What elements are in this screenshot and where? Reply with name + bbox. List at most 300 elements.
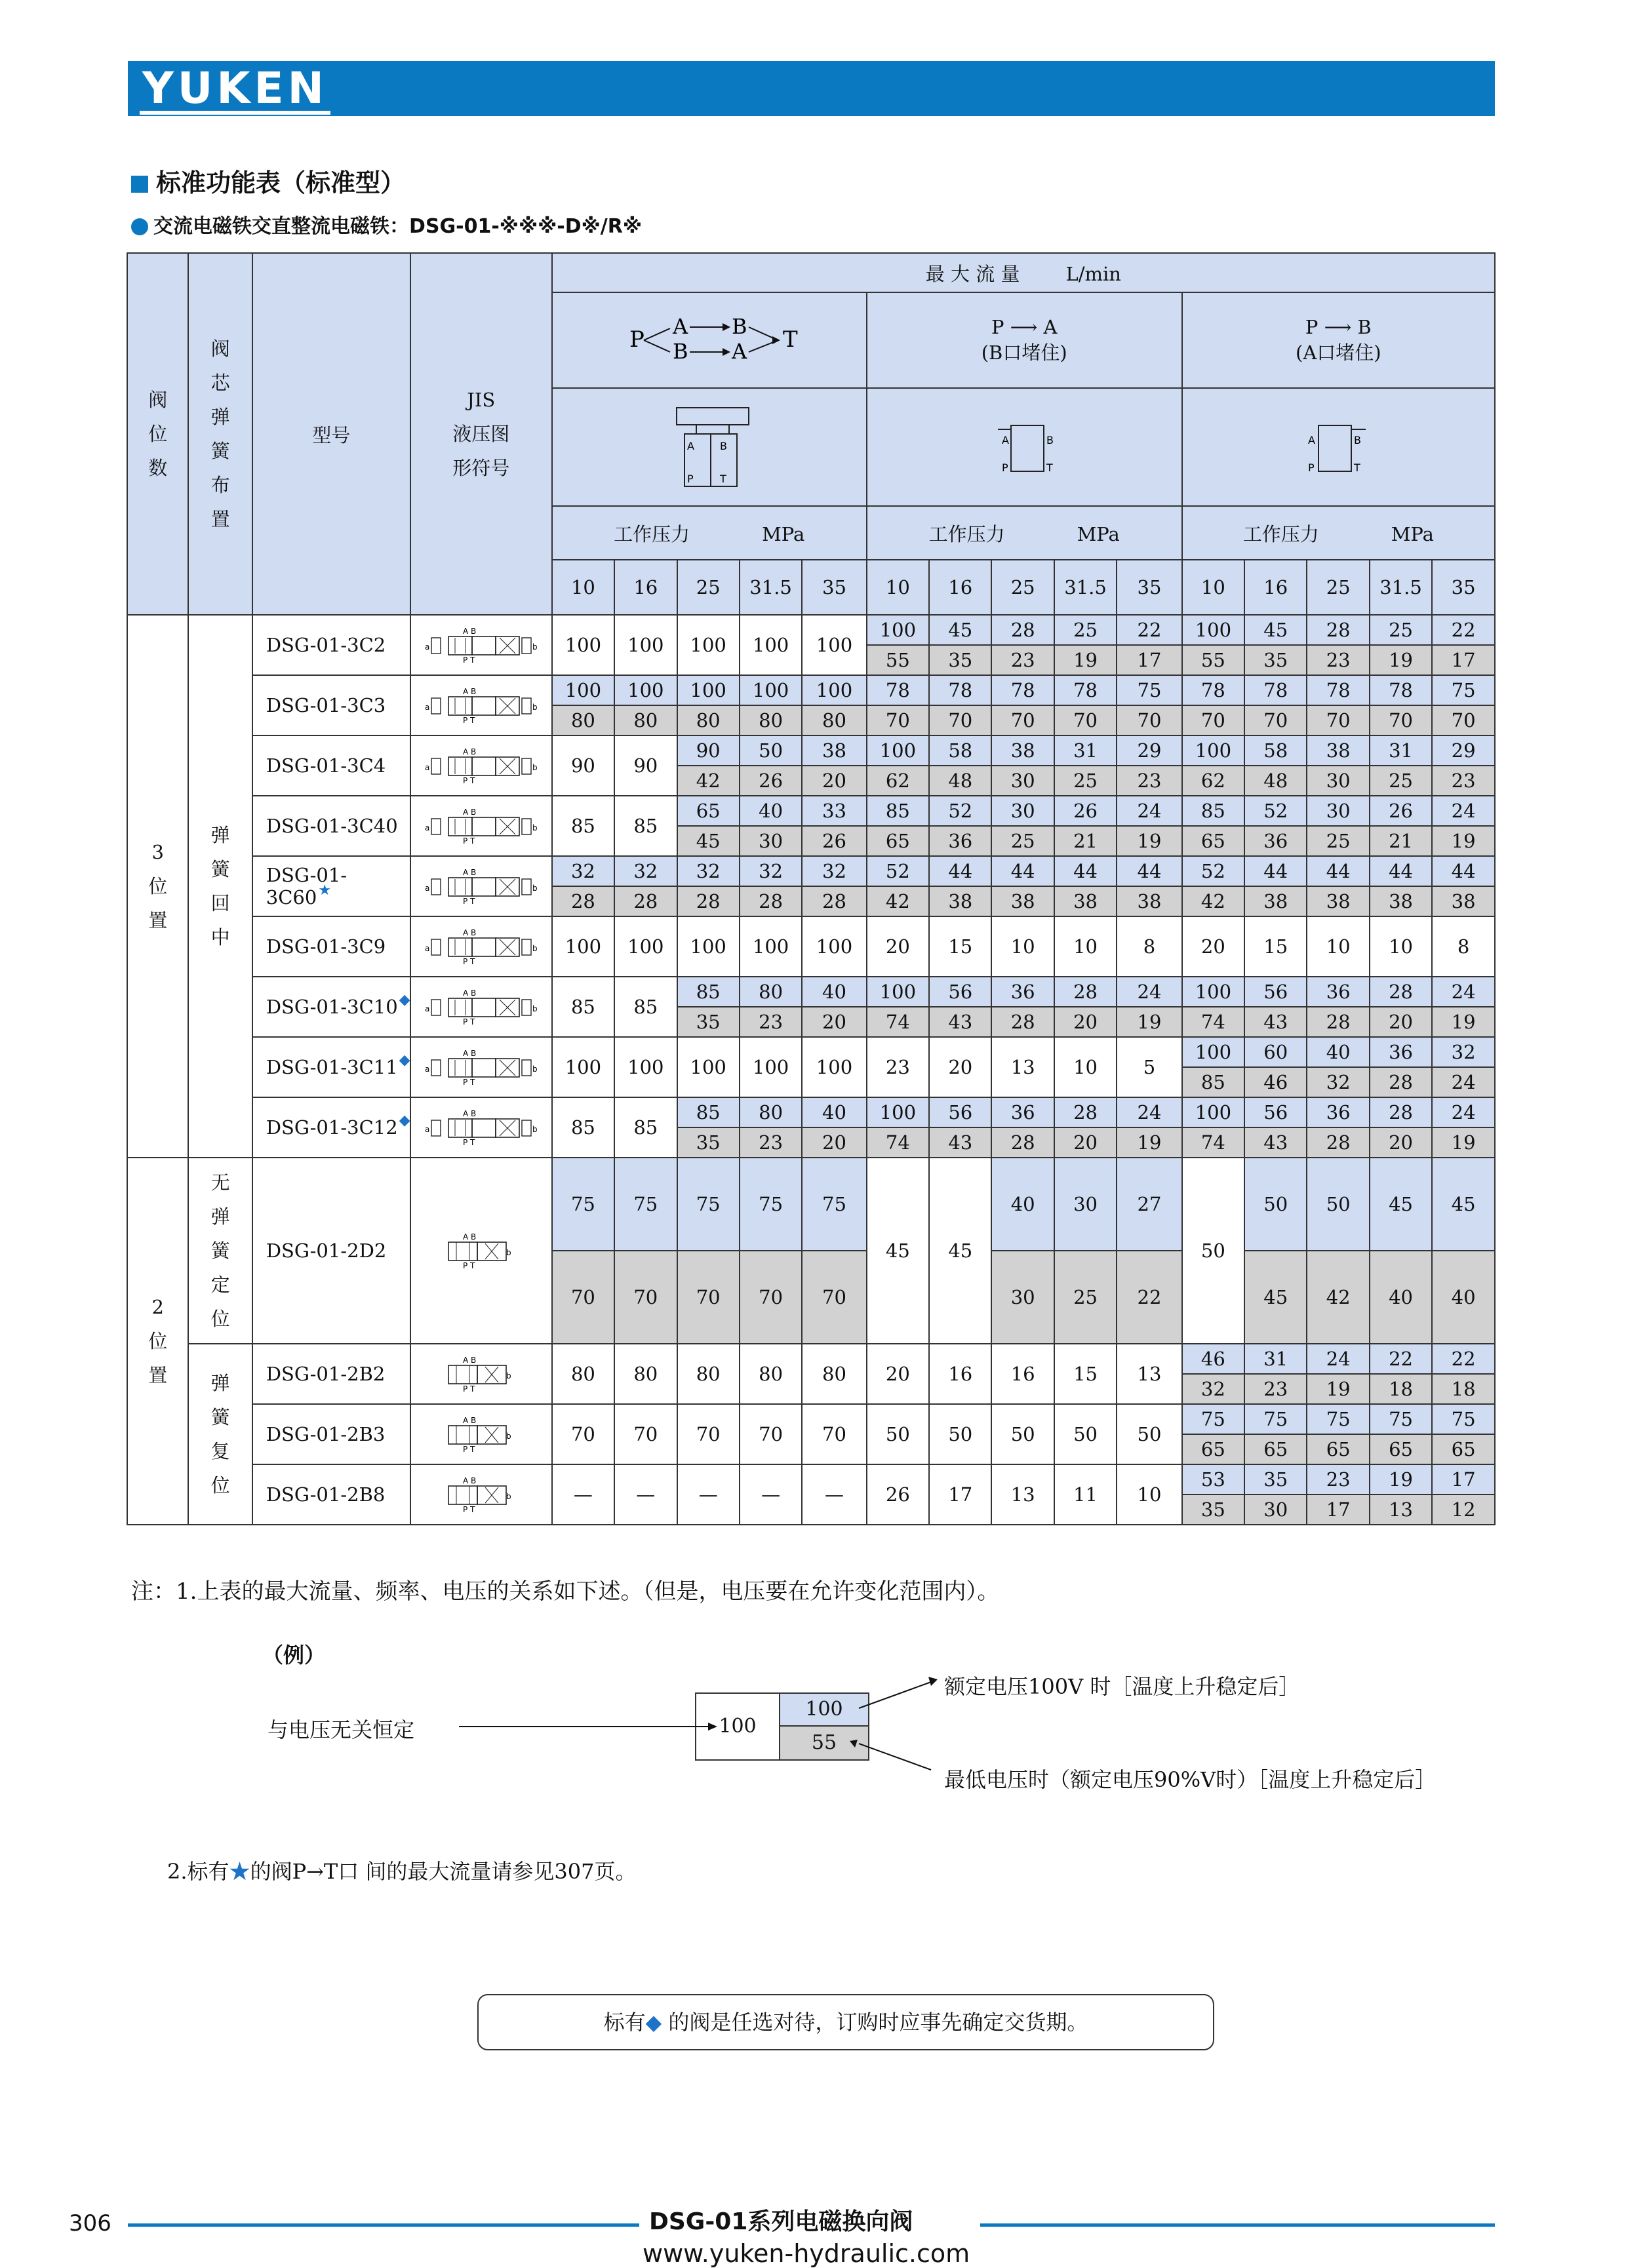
model-cell [252,856,410,916]
pressure-unit: MPa [1077,522,1120,545]
flow-value: 100 [1182,735,1244,766]
jis-symbol-icon [422,1355,540,1393]
flow-value: — [802,1464,866,1525]
flow-value: 80 [614,705,677,735]
flow-value: 75 [1117,675,1181,705]
flow-value: 38 [991,886,1054,916]
flow-value: 65 [1182,826,1244,856]
svg-text:P T: P T [462,655,475,664]
flow-value: 44 [1307,856,1369,886]
flow-value: 22 [1117,615,1181,645]
pressure-value: 25 [677,560,740,615]
flow-value: 100 [867,977,929,1007]
flow-value: 38 [1307,735,1369,766]
flow-value: 53 [1182,1464,1244,1495]
jis-symbol-cell [410,1404,552,1464]
svg-text:a: a [424,944,430,953]
flow-value: 26 [867,1464,929,1525]
flow-value: 23 [1244,1374,1307,1404]
flow-value: 36 [1370,1037,1432,1067]
flow-value: 70 [677,1404,740,1464]
flow-value: 20 [1370,1127,1432,1158]
svg-text:A B: A B [462,1356,477,1365]
pressure-value: 16 [1244,560,1307,615]
flow-value: 26 [1370,796,1432,826]
flow-value: 44 [991,856,1054,886]
flow-value: 19 [1370,1464,1432,1495]
flow-value: 85 [867,796,929,826]
svg-text:A B: A B [462,1476,477,1485]
flow-value: 62 [867,766,929,796]
flow-value: 23 [740,1007,802,1037]
header-char: JIS [467,389,496,411]
header-char: 布 [210,474,230,496]
label-char: 弹 [210,1372,230,1394]
pressure-value: 25 [1307,560,1369,615]
model-cell [252,675,410,735]
flow-value: 100 [740,675,802,705]
flow-value: 100 [552,615,614,675]
example-min-voltage: 最低电压时（额定电压90%V时）［温度上升稳定后］ [944,1767,1437,1792]
jis-symbol-icon [422,626,540,664]
label-char: 位 [210,1308,230,1330]
g1-pressure-header [552,506,867,560]
valve-symbol-icon [1292,406,1384,484]
pressure-value: 16 [929,560,991,615]
svg-text:P T: P T [462,1261,475,1270]
flow-value: 28 [740,886,802,916]
header-char: 弹 [210,406,230,428]
flow-value: 24 [1432,1097,1495,1127]
flow-value: 70 [740,1251,802,1344]
flow-value: 70 [740,1404,802,1464]
jis-symbol-cell [410,1097,552,1158]
table-row [127,735,1495,766]
flow-value: 70 [802,1251,866,1344]
flow-value: 28 [614,886,677,916]
flow-value: 29 [1117,735,1181,766]
jis-symbol-icon [422,867,540,905]
flow-value: 100 [614,615,677,675]
model-name: DSG-01-3C12 [266,1116,398,1139]
flow-value: 18 [1432,1374,1495,1404]
g1-t: T [782,326,798,353]
flow-value: 17 [1432,1464,1495,1495]
flow-value: 19 [1117,1007,1181,1037]
svg-text:a: a [424,642,430,652]
model-name: DSG-01-3C40 [266,815,398,837]
flow-value: 100 [802,916,866,977]
col-model-header: 型号 [252,253,410,615]
flow-value: 70 [552,1251,614,1344]
flow-value: 8 [1117,916,1181,977]
g3-sub: (A口堵住) [1296,341,1381,364]
jis-symbol-icon [422,1415,540,1453]
flow-value: 38 [1307,886,1369,916]
flow-value: 48 [1244,766,1307,796]
flow-value: 31 [1054,735,1117,766]
table-row [127,796,1495,826]
flow-value: 45 [1244,615,1307,645]
flow-value: 30 [991,796,1054,826]
flow-value: 17 [1432,645,1495,675]
label-char: 置 [148,909,168,931]
flow-value: 32 [677,856,740,886]
flow-value: 75 [1370,1404,1432,1434]
flow-value: 32 [1182,1374,1244,1404]
flow-value: 70 [1244,705,1307,735]
flow-value: 29 [1432,735,1495,766]
flow-value: 28 [1054,977,1117,1007]
flow-value: 58 [1244,735,1307,766]
example-const: 100 [696,1694,780,1759]
header-char: 位 [148,423,168,445]
pressure-value: 31.5 [1370,560,1432,615]
flow-value: 50 [1182,1158,1244,1344]
flow-value: 100 [1182,1097,1244,1127]
flow-value: 23 [1432,766,1495,796]
flow-value: 32 [802,856,866,886]
flow-value: 45 [929,1158,991,1344]
flow-value: 70 [1054,705,1117,735]
flow-value: 40 [802,977,866,1007]
function-table [127,252,1496,1525]
flow-value: 52 [1244,796,1307,826]
flow-value: 24 [1307,1344,1369,1374]
flow-value: 85 [614,1097,677,1158]
flow-value: 65 [1370,1434,1432,1464]
flow-value: 90 [677,735,740,766]
model-name: DSG-01-3C4 [266,754,386,777]
flow-value: 28 [1307,1127,1369,1158]
g2-sub: (B口堵住) [981,341,1067,364]
flow-value: 50 [1117,1404,1181,1464]
flow-value: 35 [1244,1464,1307,1495]
flow-value: 50 [740,735,802,766]
flow-value: 30 [740,826,802,856]
flow-value: 35 [1182,1495,1244,1525]
flow-value: 45 [1244,1251,1307,1344]
svg-text:b: b [532,1125,538,1134]
flow-value: 58 [929,735,991,766]
header-char: 阀 [210,338,230,360]
flow-value: 30 [991,766,1054,796]
flow-value: 44 [1244,856,1307,886]
flow-value: 25 [1054,615,1117,645]
jis-symbol-cell [410,856,552,916]
flow-value: 24 [1432,1067,1495,1097]
flow-value: 50 [929,1404,991,1464]
svg-text:P T: P T [462,1445,475,1453]
flow-value: 100 [867,735,929,766]
flow-value: 38 [1054,886,1117,916]
model-cell [252,1037,410,1097]
flow-value: 42 [1182,886,1244,916]
flow-value: 100 [677,675,740,705]
flow-value: 85 [552,796,614,856]
flow-value: — [677,1464,740,1525]
flow-value: 50 [1307,1158,1369,1251]
flow-value: 40 [802,1097,866,1127]
flow-path-diagram [591,302,827,374]
svg-text:A B: A B [462,988,477,998]
col-positions-header [127,253,188,615]
flow-value: 75 [1432,1404,1495,1434]
flow-value: 100 [802,615,866,675]
footer-url: www.yuken-hydraulic.com [643,2239,970,2268]
example-label: （例） [262,1643,326,1668]
pressure-unit: MPa [1391,522,1434,545]
flow-value: 75 [1307,1404,1369,1434]
g1-b2: B [731,313,747,339]
jis-symbol-icon [422,928,540,966]
flow-value: 36 [991,977,1054,1007]
flow-value: 26 [1054,796,1117,826]
flow-value: 52 [867,856,929,886]
flow-value: 38 [1370,886,1432,916]
flow-value: 70 [1117,705,1181,735]
svg-text:P: P [1002,461,1008,474]
flow-value: 28 [802,886,866,916]
flow-value: 28 [552,886,614,916]
flow-value: 19 [1054,645,1117,675]
flow-value: 27 [1117,1158,1181,1251]
table-row [127,1037,1495,1067]
flow-value: 70 [991,705,1054,735]
flow-value: 78 [1370,675,1432,705]
flow-value: 65 [677,796,740,826]
model-name: DSG-01-3C60 [266,864,347,909]
flow-value: 19 [1307,1374,1369,1404]
brand-logo: YUKEN [140,66,330,115]
flow-value: 85 [614,977,677,1037]
flow-value: 75 [1244,1404,1307,1434]
flow-value: 80 [677,1344,740,1404]
flow-value: 56 [1244,977,1307,1007]
flow-group-2-header [867,292,1182,388]
model-cell [252,1097,410,1158]
label-char: 复 [210,1440,230,1462]
model-cell [252,615,410,675]
flow-value: 40 [1307,1037,1369,1067]
svg-text:A B: A B [462,1416,477,1425]
flow-value: 52 [929,796,991,826]
flow-value: 100 [867,615,929,645]
flow-value: 50 [1244,1158,1307,1251]
group-2pos-label [127,1158,188,1525]
flow-value: 85 [552,977,614,1037]
flow-value: 78 [1307,675,1369,705]
subtitle [131,210,642,239]
model-cell [252,977,410,1037]
flow-value: 28 [1370,977,1432,1007]
flow-value: 75 [1432,675,1495,705]
header-char: 阀 [148,389,168,411]
flow-value: 44 [1054,856,1117,886]
flow-value: 75 [614,1158,677,1251]
flow-value: 75 [552,1158,614,1251]
flow-value: 60 [1244,1037,1307,1067]
svg-text:A B: A B [462,928,477,937]
flow-value: 22 [1432,1344,1495,1374]
flow-value: 100 [614,916,677,977]
flow-value: 20 [1054,1007,1117,1037]
flow-value: 28 [991,1127,1054,1158]
flow-value: 45 [929,615,991,645]
flow-value: 28 [1054,1097,1117,1127]
label-char: 回 [210,892,230,914]
flow-value: 25 [1054,766,1117,796]
flow-value: 30 [1244,1495,1307,1525]
flow-value: 19 [1117,826,1181,856]
pressure-value: 16 [614,560,677,615]
flow-value: 31 [1244,1344,1307,1374]
flow-value: 8 [1432,916,1495,977]
flow-value: 15 [1244,916,1307,977]
flow-value: 80 [740,977,802,1007]
svg-text:T: T [719,472,726,485]
flow-value: 36 [1307,977,1369,1007]
flow-value: 28 [1307,1007,1369,1037]
flow-value: 78 [929,675,991,705]
flow-value: 44 [1117,856,1181,886]
flow-value: 80 [677,705,740,735]
flow-value: 90 [552,735,614,796]
svg-text:P T: P T [462,1078,475,1086]
svg-text:P T: P T [462,1384,475,1393]
flow-value: 80 [552,705,614,735]
flow-value: 25 [1370,615,1432,645]
flow-value: 19 [1432,1127,1495,1158]
flow-value: 70 [867,705,929,735]
flow-value: 45 [867,1158,929,1344]
svg-text:P T: P T [462,1138,475,1146]
flow-value: 17 [1307,1495,1369,1525]
flow-value: 10 [1117,1464,1181,1525]
svg-text:P T: P T [462,776,475,785]
flow-value: 100 [740,916,802,977]
flow-value: 65 [1432,1434,1495,1464]
flow-value: 78 [991,675,1054,705]
flow-value: 16 [991,1344,1054,1404]
svg-text:b: b [532,1004,538,1013]
svg-text:A: A [1002,433,1010,446]
flow-value: 38 [929,886,991,916]
flow-value: 100 [677,1037,740,1097]
flow-value: 23 [1307,1464,1369,1495]
model-cell [252,916,410,977]
box-suffix: 的阀是任选对待，订购时应事先确定交货期。 [662,2010,1088,2035]
flow-value: — [740,1464,802,1525]
flow-value: 56 [1244,1097,1307,1127]
svg-text:a: a [424,823,430,832]
max-flow-unit: L/min [1065,262,1121,285]
flow-value: 90 [614,735,677,796]
svg-text:b: b [532,763,538,772]
example-top: 100 [780,1694,868,1727]
g1-a: A [672,313,688,339]
flow-value: 80 [740,1097,802,1127]
star-icon: ★ [229,1859,250,1884]
flow-value: 100 [614,1037,677,1097]
header-banner [128,61,1495,116]
flow-value: 46 [1244,1067,1307,1097]
label-char: 无 [210,1171,230,1194]
svg-text:b: b [532,884,538,893]
svg-text:P T: P T [462,836,475,845]
flow-value: 28 [1370,1097,1432,1127]
svg-text:a: a [424,1065,430,1074]
flow-value: 20 [929,1037,991,1097]
pressure-value: 35 [802,560,866,615]
flow-value: 24 [1432,796,1495,826]
flow-value: 56 [929,1097,991,1127]
table-row [127,856,1495,886]
g2-pressure-header [867,506,1182,560]
pressure-value: 35 [1432,560,1495,615]
flow-value: 85 [677,1097,740,1127]
flow-value: 10 [1370,916,1432,977]
flow-value: 62 [1182,766,1244,796]
pressure-value: 31.5 [1054,560,1117,615]
jis-symbol-cell [410,735,552,796]
flow-value: 18 [1370,1374,1432,1404]
flow-value: 46 [1182,1344,1244,1374]
model-cell [252,735,410,796]
flow-value: 22 [1370,1344,1432,1374]
svg-text:A B: A B [462,1109,477,1118]
valve-symbol-icon [978,406,1070,484]
model-cell [252,1464,410,1525]
svg-text:a: a [424,884,430,893]
header-char: 液压图 [452,423,510,445]
group-3pos-spring [188,615,252,1158]
max-flow-header [552,253,1495,292]
flow-value: 44 [929,856,991,886]
flow-value: 35 [677,1007,740,1037]
flow-value: 75 [802,1158,866,1251]
svg-text:A B: A B [462,1049,477,1058]
flow-value: 20 [802,1127,866,1158]
svg-text:P T: P T [462,957,475,966]
model-name: DSG-01-3C10 [266,996,398,1018]
flow-value: 75 [677,1158,740,1251]
flow-value: 28 [1370,1067,1432,1097]
svg-text:b: b [506,1248,511,1257]
flow-value: 36 [991,1097,1054,1127]
flow-value: 36 [1244,826,1307,856]
flow-value: 32 [740,856,802,886]
pressure-label: 工作压力 [928,522,1005,545]
flow-value: 100 [1182,977,1244,1007]
note-2 [167,1855,637,1885]
svg-text:b: b [506,1432,511,1441]
svg-text:T: T [1354,461,1361,474]
label-char: 位 [210,1474,230,1496]
svg-text:b: b [506,1371,511,1380]
flow-value: 52 [1182,856,1244,886]
model-name: DSG-01-3C3 [266,694,386,716]
flow-value: 85 [1182,1067,1244,1097]
flow-value: 15 [1054,1344,1117,1404]
svg-text:A B: A B [462,627,477,636]
svg-text:A B: A B [462,868,477,877]
footer-rule-right [980,2223,1495,2227]
svg-text:b: b [532,703,538,712]
example-left-text: 与电压无关恒定 [268,1717,415,1742]
flow-value: 13 [1370,1495,1432,1525]
flow-value: 45 [1370,1158,1432,1251]
